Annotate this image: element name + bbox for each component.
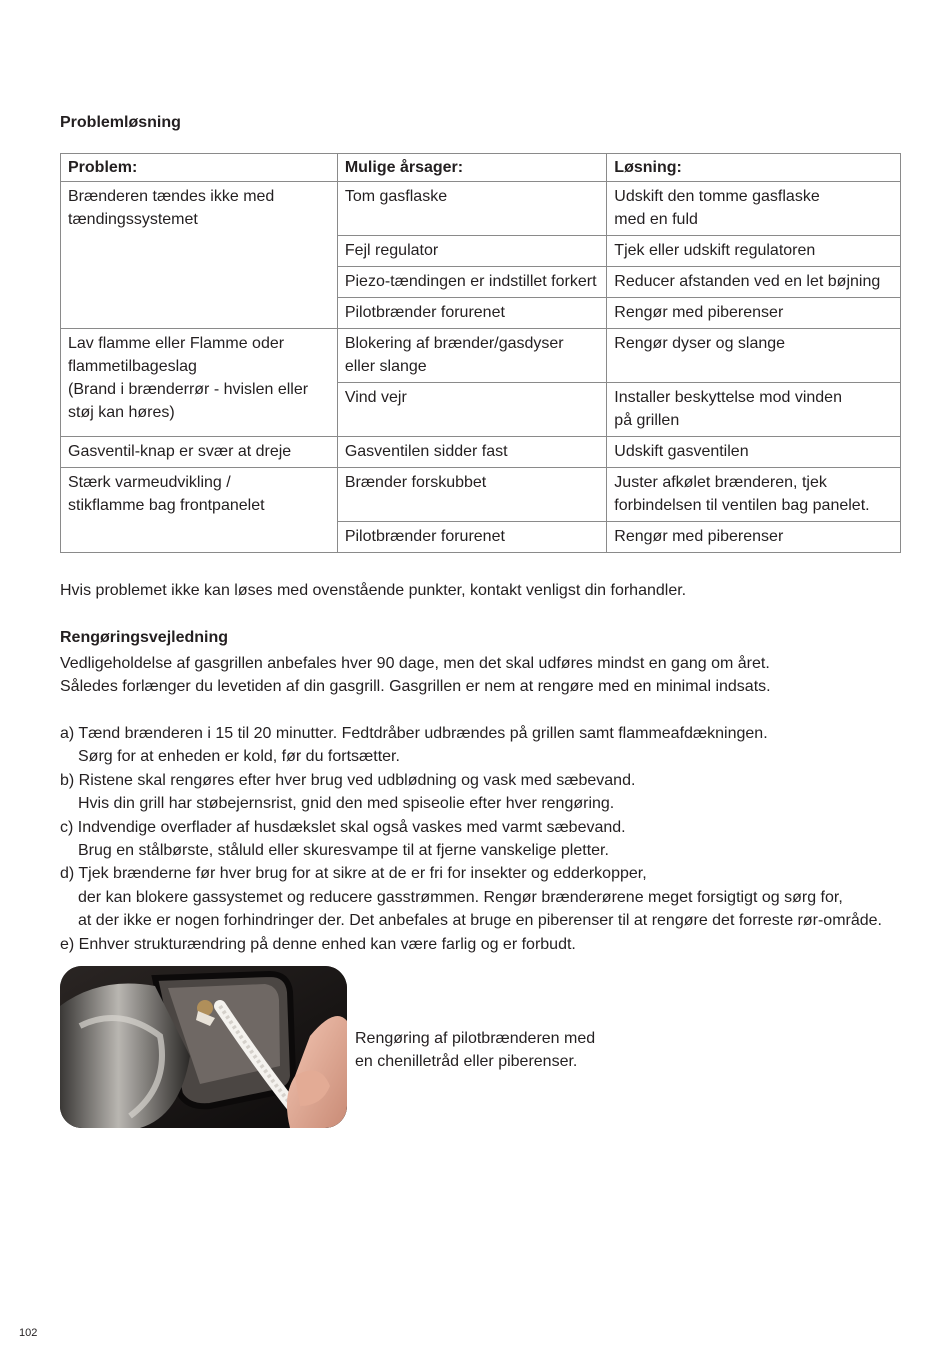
pilot-burner-cleaning-photo	[60, 966, 347, 1128]
photo-caption	[355, 1027, 595, 1074]
problem-text: støj kan høres)	[68, 404, 175, 421]
solution-text: med en fuld	[614, 211, 698, 228]
table-row	[61, 468, 901, 522]
cause-cell	[337, 522, 606, 553]
problem-text: stikflamme bag frontpanelet	[68, 497, 265, 514]
cause-text: Fejl regulator	[344, 242, 439, 259]
cause-cell	[337, 383, 606, 437]
solution-text: på grillen	[614, 412, 680, 429]
cleaning-step-line: at der ikke er nogen forhindringer der. Det anbefales at bruge en piberenser til at rengøre det forreste rør-område.	[78, 912, 882, 930]
solution-cell	[607, 267, 901, 298]
contact-dealer-text: Hvis problemet ikke kan løses med ovenstående punkter, kontakt venligst din forhandler.	[60, 582, 687, 599]
cause-cell	[337, 236, 606, 267]
solution-cell	[607, 182, 901, 236]
solution-cell	[607, 437, 901, 468]
intro-line: Således forlænger du levetiden af din gasgrill. Gasgrillen er nem at rengøre med en minimal indsats.	[60, 678, 771, 696]
cleaning-step-line: Hvis din grill har støbejernsrist, gnid den med spiseolie efter hver rengøring.	[78, 795, 615, 813]
problem-text: flammetilbageslag	[68, 358, 197, 375]
cause-text: Pilotbrænder forurenet	[344, 528, 505, 545]
table-row	[61, 329, 901, 383]
cleaning-steps	[60, 722, 882, 956]
cleaning-step-line: e) Enhver strukturændring på denne enhed kan være farlig og er forbudt.	[60, 935, 576, 953]
cause-text: Tom gasflaske	[344, 188, 448, 205]
cleaning-step-line: Brug en stålbørste, ståluld eller skuresvampe til at fjerne vanskelige pletter.	[78, 842, 609, 860]
caption-line: Rengøring af pilotbrænderen med	[355, 1030, 596, 1047]
cause-text: Piezo-tændingen er indstillet forkert	[344, 273, 597, 290]
cause-cell	[337, 329, 606, 383]
problem-cell	[61, 468, 338, 553]
header-causes: Mulige årsager:	[337, 154, 606, 182]
page-number: 102	[19, 1327, 38, 1339]
caption-line: en chenilletråd eller piberenser.	[355, 1053, 578, 1071]
troubleshooting-table	[60, 153, 901, 553]
problem-cell	[61, 182, 338, 329]
cause-text: Blokering af brænder/gasdyser	[344, 335, 564, 352]
solution-text: Reducer afstanden ved en let bøjning	[614, 273, 881, 290]
table-row	[61, 182, 901, 236]
solution-text: Tjek eller udskift regulatoren	[614, 242, 816, 259]
cause-text: eller slange	[344, 358, 427, 375]
cleaning-step-line: d) Tjek brænderne før hver brug for at sikre at de er fri for insekter og edderkopper,	[60, 865, 647, 883]
intro-line: Vedligeholdelse af gasgrillen anbefales hver 90 dage, men det skal udføres mindst en gang om året.	[60, 655, 770, 672]
problem-text: tændingssystemet	[68, 211, 198, 228]
cleaning-step-line: c) Indvendige overflader af husdækslet skal også vaskes med varmt sæbevand.	[60, 818, 626, 836]
solution-cell	[607, 522, 901, 553]
cause-cell	[337, 468, 606, 522]
header-problem: Problem:	[61, 154, 338, 182]
cause-cell	[337, 298, 606, 329]
problem-text: Lav flamme eller Flamme oder	[68, 335, 285, 352]
section-title-cleaning: Rengøringsvejledning	[60, 629, 229, 646]
solution-text: Udskift den tomme gasflaske	[614, 188, 820, 205]
table-body	[61, 182, 901, 553]
cleaning-intro	[60, 652, 771, 699]
cleaning-step-line: a) Tænd brænderen i 15 til 20 minutter. Fedtdråber udbrændes på grillen samt flammeafdækningen.	[60, 725, 768, 742]
problem-text: (Brand i brænderrør - hvislen eller	[68, 381, 309, 398]
cleaning-step-line: der kan blokere gassystemet og reducere gasstrømmen. Rengør brænderørene meget forsigtigt og sørg for,	[78, 888, 843, 906]
cause-cell	[337, 267, 606, 298]
solution-text: Juster afkølet brænderen, tjek	[614, 474, 827, 491]
table-row	[61, 437, 901, 468]
solution-text: Rengør dyser og slange	[614, 335, 786, 352]
solution-text: Installer beskyttelse mod vinden	[614, 389, 842, 406]
solution-cell	[607, 383, 901, 437]
problem-text: Gasventil-knap er svær at dreje	[68, 443, 292, 460]
cause-cell	[337, 182, 606, 236]
cause-text: Vind vejr	[344, 389, 407, 406]
cause-text: Pilotbrænder forurenet	[344, 304, 505, 321]
photo-illustration	[60, 966, 347, 1128]
header-solution: Løsning:	[607, 154, 901, 182]
solution-text: Rengør med piberenser	[614, 304, 784, 321]
cause-text: Gasventilen sidder fast	[344, 443, 508, 460]
solution-cell	[607, 468, 901, 522]
cleaning-step-line: Sørg for at enheden er kold, før du fortsætter.	[78, 748, 400, 766]
problem-text: Stærk varmeudvikling /	[68, 474, 231, 491]
problem-cell	[61, 329, 338, 437]
solution-cell	[607, 329, 901, 383]
cause-cell	[337, 437, 606, 468]
solution-text: Udskift gasventilen	[614, 443, 749, 460]
solution-cell	[607, 298, 901, 329]
solution-text: forbindelsen til ventilen bag panelet.	[614, 497, 870, 514]
problem-text: Brænderen tændes ikke med	[68, 188, 275, 205]
solution-cell	[607, 236, 901, 267]
cleaning-step-line: b) Ristene skal rengøres efter hver brug ved udblødning og vask med sæbevand.	[60, 771, 636, 789]
section-title-troubleshooting: Problemløsning	[60, 114, 181, 131]
solution-text: Rengør med piberenser	[614, 528, 784, 545]
table-header-row	[61, 154, 901, 182]
problem-cell	[61, 437, 338, 468]
cause-text: Brænder forskubbet	[344, 474, 487, 491]
